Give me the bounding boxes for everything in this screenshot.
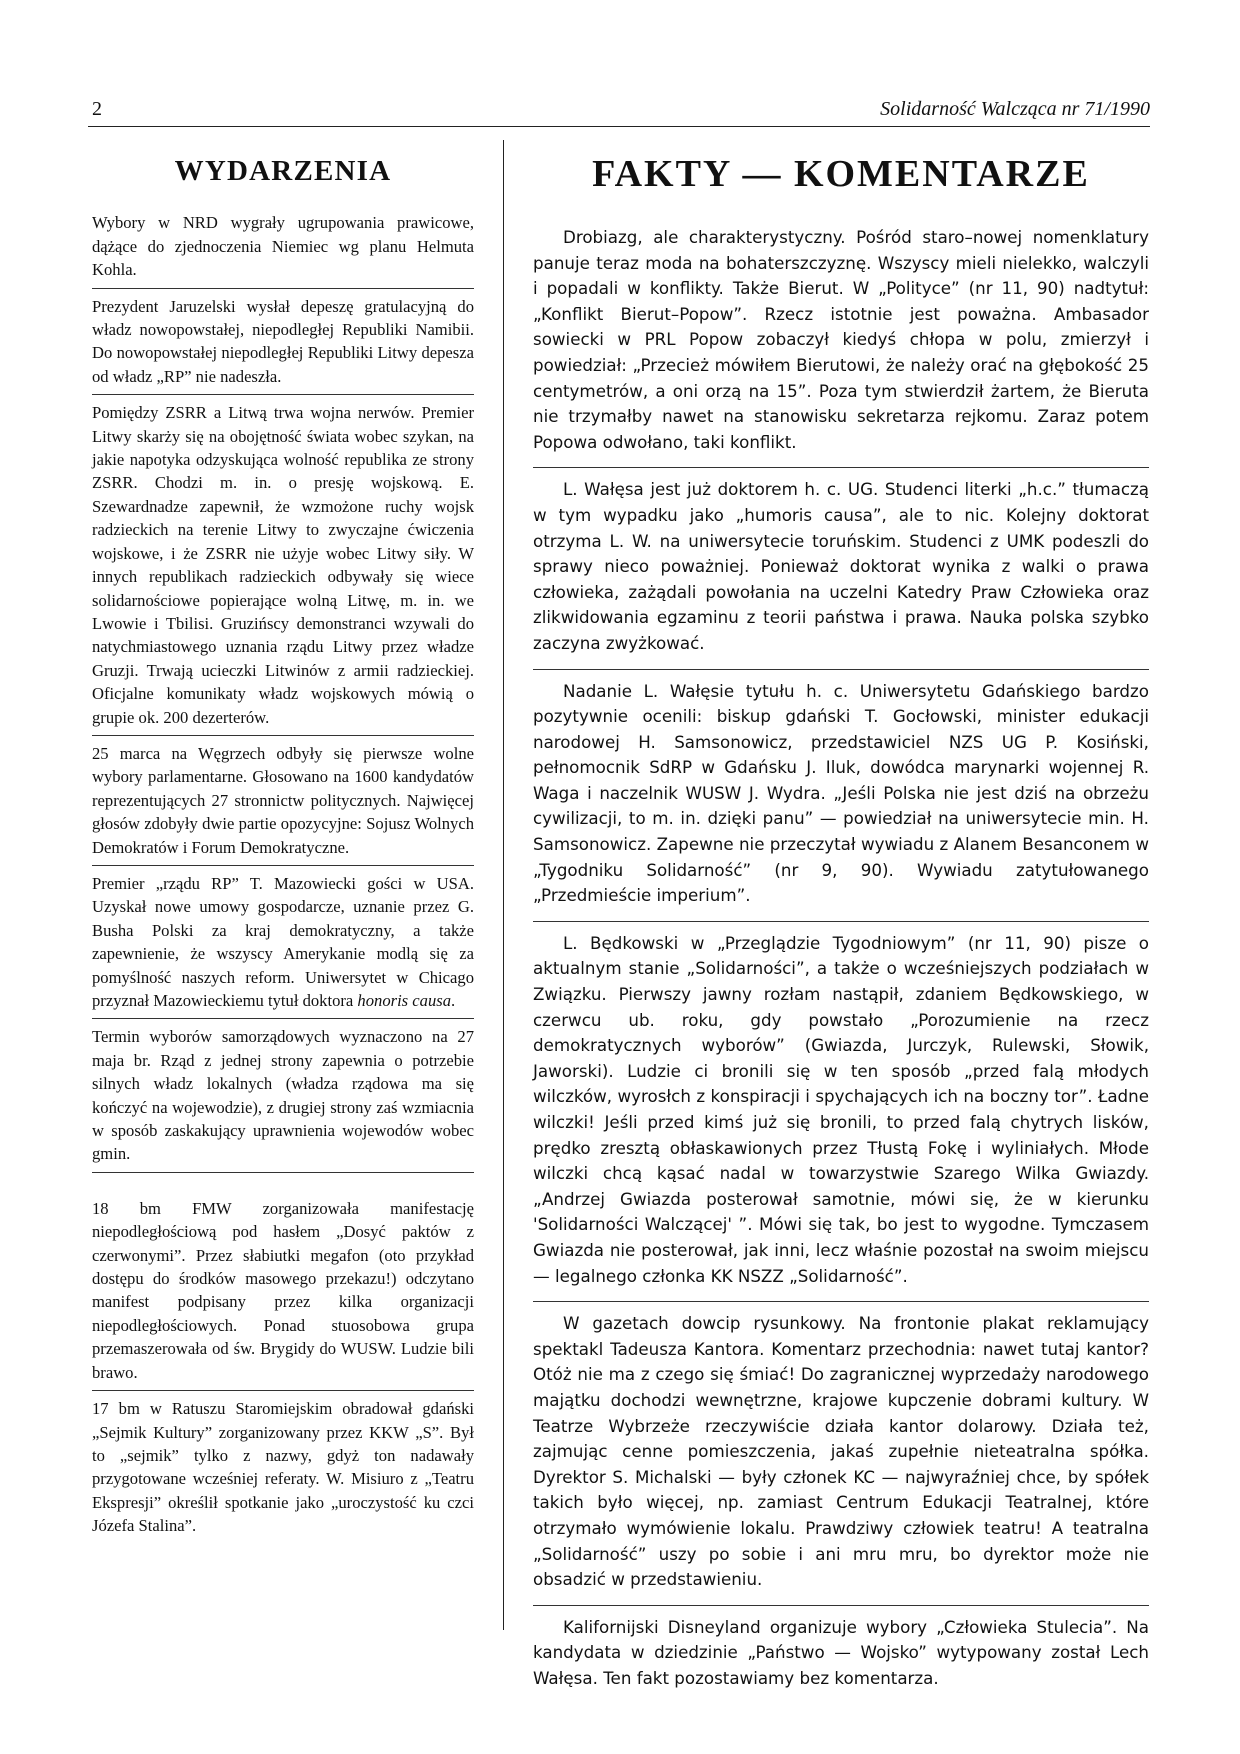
page-number: 2 [92,98,102,120]
header-divider [88,126,1150,127]
news-item: 17 bm w Ratuszu Staromiejskim obradował gdański „Sejmik Kultury” zorganizowany przez KKW „S”. Był to „sejmik” tylko z nazwy, gdyż ton nadawały przygotowane wcześniej referaty. W. Misiuro z „Teatru Ekspresji” określił spotkanie jako „uroczystość ku czci Józefa Stalina”. [92,1399,474,1536]
wydarzenia-heading: WYDARZENIA [174,155,392,187]
news-item: 18 bm FMW zorganizowała manifestację niepodległościową pod hasłem „Dosyć paktów z czerwonymi”. Przez słabiutki megafon (oto przykład dostępu do środków masowego przekazu!) odczytano manifest podpisany przez kilka organizacji niepodległościowych. Ponad stuosobowa grupa przemaszerowała od św. Brygidy do WUSW. Ludzie bili brawo. [92,1191,474,1391]
publication-title: Solidarność Walcząca nr 71/1990 [880,98,1150,120]
wydarzenia-column [92,150,474,1544]
commentary-item: L. Będkowski w „Przeglądzie Tygodniowym” (nr 11, 90) pisze o aktualnym stanie „Solidarności”, a także o wcześniejszych podziałach w Związku. Pierwszy jawny rozłam nastąpił, zdaniem Będkowskiego, w czerwcu ub. roku, gdy powstało „Porozumienie na rzecz demokratycznych wyborów” (Gwiazda, Jurczyk, Rulewski, Słowik, Jaworski). Ludzie ci bronili się w ten sposób „przed falą młodych wilczków, wyrosłch z konspiracji i spychających ich na boczny tor”. Ładne wilczki! Jeśli przed kimś już się bronili, to przed falą chytrych lisków, prędko zresztą obłaskawionych przez Tłustą Fokę i wyliniałych. Młode wilczki chcą kąsać nadal w towarzystwie Szarego Wilka Gwiazdy. „Andrzej Gwiazda posterował samotnie, mówi się, że w kierunku 'Solidarności Walczącej' ”. Mówi się tak, bo jest to wygodne. Tymczasem Gwiazda nie posterował, jak inni, lecz właśnie pozostał na swoim miejscu — legalnego członka KK NSZZ „Solidarność”. [533,922,1149,1302]
news-item-end: . [451,991,456,1010]
news-item-mazowiecki [92,866,474,1019]
commentary-item: L. Wałęsa jest już doktorem h. c. UG. Studenci literki „h.c.” tłumaczą w tym wypadku jako „humoris causa”, ale to nic. Kolejny doktorat otrzyma L. W. na uniwersytecie toruńskim. Studenci z UMK podeszli do sprawy nieco poważniej. Ponieważ doktorat wynika z walki o prawa człowieka, zażądali powołania na uczelni Katedry Praw Człowieka oraz zlikwidowania egzaminu z teorii państwa i prawa. Nauka polska szybko zaczyna zwyżkować. [533,468,1149,669]
news-item-text: Premier „rządu RP” T. Mazowiecki gości w USA. Uzyskał nowe umowy gospodarcze, uznanie przez G. Busha Polski za kraj demokratyczny, a także zapewnienie, że wszyscy Amerykanie modlą się za pomyślność naszych reform. Uniwersytet w Chicago przyznał Mazowieckiemu tytuł doktora [92,873,474,1010]
commentary-item: W gazetach dowcip rysunkowy. Na frontonie plakat reklamujący spektakl Tadeusza Kantora. Komentarz przechodnia: nawet tutaj kantor? Otóż nie ma z czego się śmiać! Do zagranicznej wyprzedaży narodowego majątku dochodzi wewnętrzne, krajowe kupczenie dobrami kultury. W Teatrze Wybrzeże rzeczywiście działa kantor dolarowy. Działa też, zajmując cenne pomieszczenia, jakaś zupełnie nieteatralna spółka. Dyrektor S. Michalski — były członek KC — najwyraźniej chce, by spółek takich było więcej, np. zamiast Centrum Edukacji Teatralnej, które otrzymało wymówienie lokalu. Prawdziwy człowiek teatru! A teatralna „Solidarność” uszy po sobie i ani mru mru, bo dyrektor może nie obsadzić w przedstawieniu. [533,1302,1149,1606]
column-divider [503,140,504,1630]
commentary-item: Nadanie L. Wałęsie tytułu h. c. Uniwersytetu Gdańskiego bardzo pozytywnie ocenili: biskup gdański T. Gocłowski, minister edukacji narodowej H. Samsonowicz, przedstawiciel NZS UG P. Kosiński, pełnomocnik SdRP w Gdańsku J. Iluk, dowódca marynarki wojennej R. Waga i naczelnik WUSW J. Wydra. „Jeśli Polska nie jest dziś na obrzeżu cywilizacji, to m. in. dzięki panu” — powiedział na uniwersytecie min. H. Samsonowicz. Zapewne nie przeczytał wywiadu z Alanem Besanconem w „Tygodniku Solidarność” (nr 9, 90). Wywiadu zatytułowanego „Przedmieście imperium”. [533,670,1149,922]
commentary-item: Drobiazg, ale charakterystyczny. Pośród staro–nowej nomenklatury panuje teraz moda na bohaterszczyznę. Wszyscy mieli nielekko, walczyli i popadali w konflikty. Także Bierut. W „Polityce” (nr 11, 90) nadtytuł: „Konflikt Bierut–Popow”. Rzecz istotnie jest poważna. Ambasador sowiecki w PRL Popow zobaczył kiedyś chłopa w polu, zmierzył i powiedział: „Przecież mówiłem Bierutowi, że należy orać na głębokość 25 centymetrów, a oni orzą na 15”. Poza tym stwierdził żartem, że Bieruta nie trzymałby nawet na stanowisku sekretarza rejkomu. Zaraz potem Popowa odwołano, taki konflikt. [533,216,1149,468]
commentary-item: Kalifornijski Disneyland organizuje wybory „Człowieka Stulecia”. Na kandydata w dziedzinie „Państwo — Wojsko” wytypowany został Lech Wałęsa. Ten fakt pozostawiamy bez komentarza. [533,1616,1149,1688]
news-item: Termin wyborów samorządowych wyznaczono na 27 maja br. Rząd z jednej strony zapewnia o potrzebie silnych władz lokalnych (władza rządowa ma się kończyć na wojewodzie), z drugiej strony zaś wzmiacnia w sposób zaskakujący uprawnienia wojewodów wobec gmin. [92,1019,474,1172]
news-item: Pomiędzy ZSRR a Litwą trwa wojna nerwów. Premier Litwy skarży się na obojętność świata wobec szykan, na jakie napotyka odzyskująca wolność republika ze strony ZSRR. Chodzi m. in. o presję wojskową. E. Szewardnadze zapewnił, że wzmożone ruchy wojsk radzieckich na terenie Litwy to zwyczajne ćwiczenia wojskowe, i że ZSRR nie użyje wobec Litwy siły. W innych republikach radzieckich odbywały się wiece solidarnościowe popierające wolną Litwę, m. in. we Lwowie i Tbilisi. Gruzińscy demonstranci wzywali do natychmiastowego uznania rządu Litwy przez władze Gruzji. Trwają ucieczki Litwinów z armii radzieckiej. Oficjalne komunikaty władz wojskowych mówią o grupie ok. 200 dezerterów. [92,395,474,736]
news-item: Prezydent Jaruzelski wysłał depeszę gratulacyjną do władz nowopowstałej, niepodległej Republiki Namibii. Do nowopowstałej niepodległej Republiki Litwy depesza od władz „RP” nie nadeszła. [92,289,474,396]
news-item-italic: honoris causa [357,991,451,1010]
news-item: 25 marca na Węgrzech odbyły się pierwsze wolne wybory parlamentarne. Głosowano na 1600 kandydatów reprezentujących 27 stronnictw politycznych. Najwięcej głosów zdobyły dwie partie opozycyjne: Sojusz Wolnych Demokratów i Forum Demokratyczne. [92,736,474,866]
fakty-column [533,150,1149,1703]
fakty-heading: FAKTY — KOMENTARZE [592,153,1090,195]
news-item: Wybory w NRD wygrały ugrupowania prawicowe, dążące do zjednoczenia Niemiec wg planu Helmuta Kohla. [92,205,474,288]
